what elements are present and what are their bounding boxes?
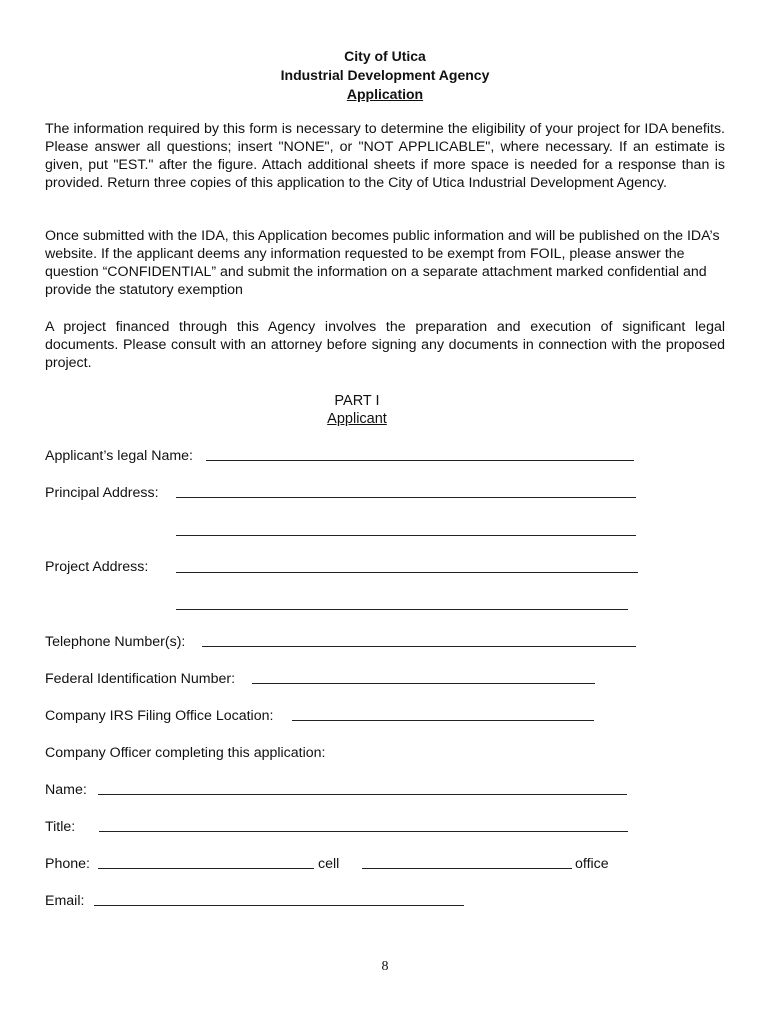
foil-notice-paragraph: Once submitted with the IDA, this Application becomes public information and will be published on the IDA’s website. If the applicant deems any information requested to be exempt from FOIL, please answer the question “CONFIDENTIAL” and submit the information on a separate attachment marked confidential and provide the statutory exemption xyxy=(45,228,720,298)
instructions-paragraph: The information required by this form is necessary to determine the eligibility of your project for IDA benefits. Please answer all questions; insert "NONE", or "NOT APPLICABLE", where necessary. If an estimate is given, put "EST." after the figure. Attach additional sheets if more space is needed for a response than is provided. Return three copies of this application to the City of Utica Industrial Development Agency. xyxy=(45,121,725,191)
project-address-line-1[interactable] xyxy=(176,572,638,573)
page-number: 8 xyxy=(381,959,389,974)
title-line[interactable] xyxy=(99,831,628,832)
project-address-line-2[interactable] xyxy=(176,609,628,610)
name-label: Name: xyxy=(45,782,87,798)
federal-id-line[interactable] xyxy=(252,683,595,684)
officer-heading: Company Officer completing this application: xyxy=(45,745,326,761)
phone-label: Phone: xyxy=(45,856,90,872)
legal-name-label: Applicant’s legal Name: xyxy=(45,448,193,464)
principal-address-line-2[interactable] xyxy=(176,535,636,536)
part-title: PART I xyxy=(334,393,380,409)
email-line[interactable] xyxy=(94,905,464,906)
phone-cell-label: cell xyxy=(318,856,340,872)
phone-office-line[interactable] xyxy=(362,868,572,869)
irs-office-label: Company IRS Filing Office Location: xyxy=(45,708,274,724)
legal-name-line[interactable] xyxy=(206,460,634,461)
name-line[interactable] xyxy=(98,794,627,795)
phone-office-label: office xyxy=(575,856,609,872)
email-label: Email: xyxy=(45,893,85,909)
phone-cell-line[interactable] xyxy=(98,868,314,869)
principal-address-label: Principal Address: xyxy=(45,485,159,501)
irs-office-line[interactable] xyxy=(292,720,594,721)
part-subtitle: Applicant xyxy=(327,411,387,427)
form-title-agency: Industrial Development Agency xyxy=(280,67,490,83)
principal-address-line-1[interactable] xyxy=(176,497,636,498)
form-title-application: Application xyxy=(346,86,424,102)
form-title-city: City of Utica xyxy=(344,48,426,64)
title-label: Title: xyxy=(45,819,76,835)
federal-id-label: Federal Identification Number: xyxy=(45,671,236,687)
legal-notice-paragraph: A project financed through this Agency involves the preparation and execution of significant legal documents. Please consult with an attorney before signing any documents in connection with the proposed project. xyxy=(45,319,725,371)
telephone-label: Telephone Number(s): xyxy=(45,634,186,650)
telephone-line[interactable] xyxy=(202,646,636,647)
project-address-label: Project Address: xyxy=(45,559,149,575)
